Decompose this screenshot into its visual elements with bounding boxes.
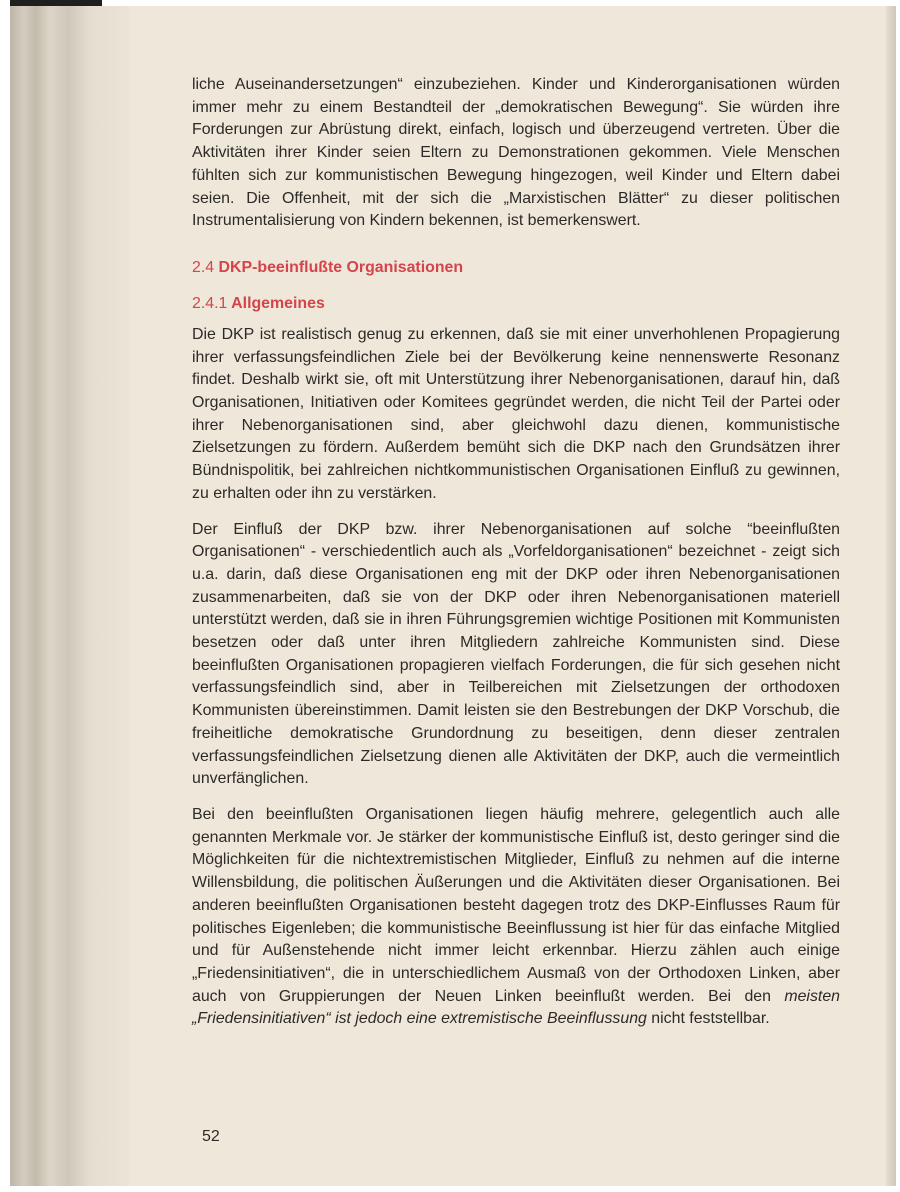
subsection-number: 2.4.1: [192, 294, 228, 312]
subsection-title: Allgemeines: [231, 294, 325, 312]
section-number: 2.4: [192, 258, 215, 276]
page-number: 52: [202, 1128, 220, 1145]
section-title: DKP-beeinflußte Organisationen: [218, 258, 464, 276]
page-edge-shadow: [886, 6, 896, 1186]
text-column: [192, 74, 840, 1031]
paragraph-intro: liche Auseinandersetzungen“ einzubeziehen. Kinder und Kinderorganisationen würden immer mehr zu einem Bestandteil der „demokratischen Bewegung“. Sie würden ihre Forderungen zur Abrüstung direkt, einfach, logisch und überzeugend vertreten. Über die Aktivitäten ihrer Kinder seien Eltern zu Demonstrationen gekommen. Viele Menschen fühlten sich zur kommunistischen Bewegung hingezogen, weil Kinder und Eltern dabei seien. Die Offenheit, mit der sich die „Marxistischen Blätter“ zu dieser politischen Instrumentalisierung von Kindern bekennen, ist bemerkenswert.: [192, 76, 840, 230]
subsection-heading: [192, 293, 840, 315]
page-gutter-shadow: [10, 6, 130, 1186]
paragraph-body-2: Der Einfluß der DKP bzw. ihrer Nebenorganisationen auf solche “beeinflußten Organisationen“ - verschiedentlich auch als „Vorfeldorganisationen“ bezeichnet - zeigt sich u.a. darin, daß diese Organisationen eng mit der DKP oder ihren Nebenorganisationen zusammenarbeiten, daß sie von der DKP oder ihren Nebenorganisationen materiell unterstützt werden, daß sie in ihren Führungsgremien wichtige Positionen mit Kommunisten besetzen oder daß unter ihren Mitgliedern zahlreiche Kommunisten sind. Diese beeinflußten Organisationen propagieren vielfach Forderungen, die für sich gesehen nicht verfassungsfeindlich sind, aber in Teilbereichen mit Zielsetzungen der orthodoxen Kommunisten übereinstimmen. Damit leisten sie den Bestrebungen der DKP Vorschub, die freiheitliche demokratische Grundordnung zu beseitigen, denn dieser zentralen verfassungsfeindlichen Zielsetzung dienen alle Aktivitäten der DKP, auch die vermeintlich unverfänglichen.: [192, 520, 840, 788]
paragraph-body-1: Die DKP ist realistisch genug zu erkennen, daß sie mit einer unverhohlenen Propagierung ihrer verfassungsfeindlichen Ziele bei der Bevölkerung keine nennenswerte Resonanz findet. Deshalb wirkt sie, oft mit Unterstützung ihrer Nebenorganisationen, darauf hin, daß Organisationen, Initiativen oder Komitees gegründet werden, die nicht Teil der Partei oder ihrer Nebenorganisationen sind, aber gleichwohl dazu dienen, kommunistische Zielsetzungen zu fördern. Außerdem bemüht sich die DKP nach den Grundsätzen ihrer Bündnispolitik, bei zahlreichen nichtkommunistischen Organisationen Einfluß zu gewinnen, zu erhalten oder ihn zu verstärken.: [192, 325, 840, 502]
section-heading: [192, 257, 840, 279]
paragraph-body-3-end: nicht feststellbar.: [651, 1010, 770, 1028]
paragraph-body-3-italic: meisten „Friedensinitiativen“ ist jedoch eine extremistische Beeinflussung: [192, 987, 840, 1028]
paragraph-body-3-main: Bei den beeinflußten Organisationen liegen häufig mehrere, gelegentlich auch alle genannten Merkmale vor. Je stärker der kommunistische Einfluß ist, desto geringer sind die Möglichkeiten für die nichtextremistischen Mitglieder, Einfluß zu nehmen auf die interne Willensbildung, die politischen Äußerungen und die Aktivitäten dieser Organisationen. Bei anderen beeinflußten Organisationen besteht dagegen trotz des DKP-Einflusses Raum für politisches Eigenleben; die kommunistische Beeinflussung ist hier für das einfache Mitglied und für Außenstehende nicht immer leicht erkennbar. Hierzu zählen auch einige „Friedensinitiativen“, die in unterschiedlichem Ausmaß von der Orthodoxen Linken, aber auch von Gruppierungen der Neuen Linken beeinflußt werden. Bei den: [192, 805, 840, 1005]
paragraph-body-3: [192, 804, 840, 1031]
